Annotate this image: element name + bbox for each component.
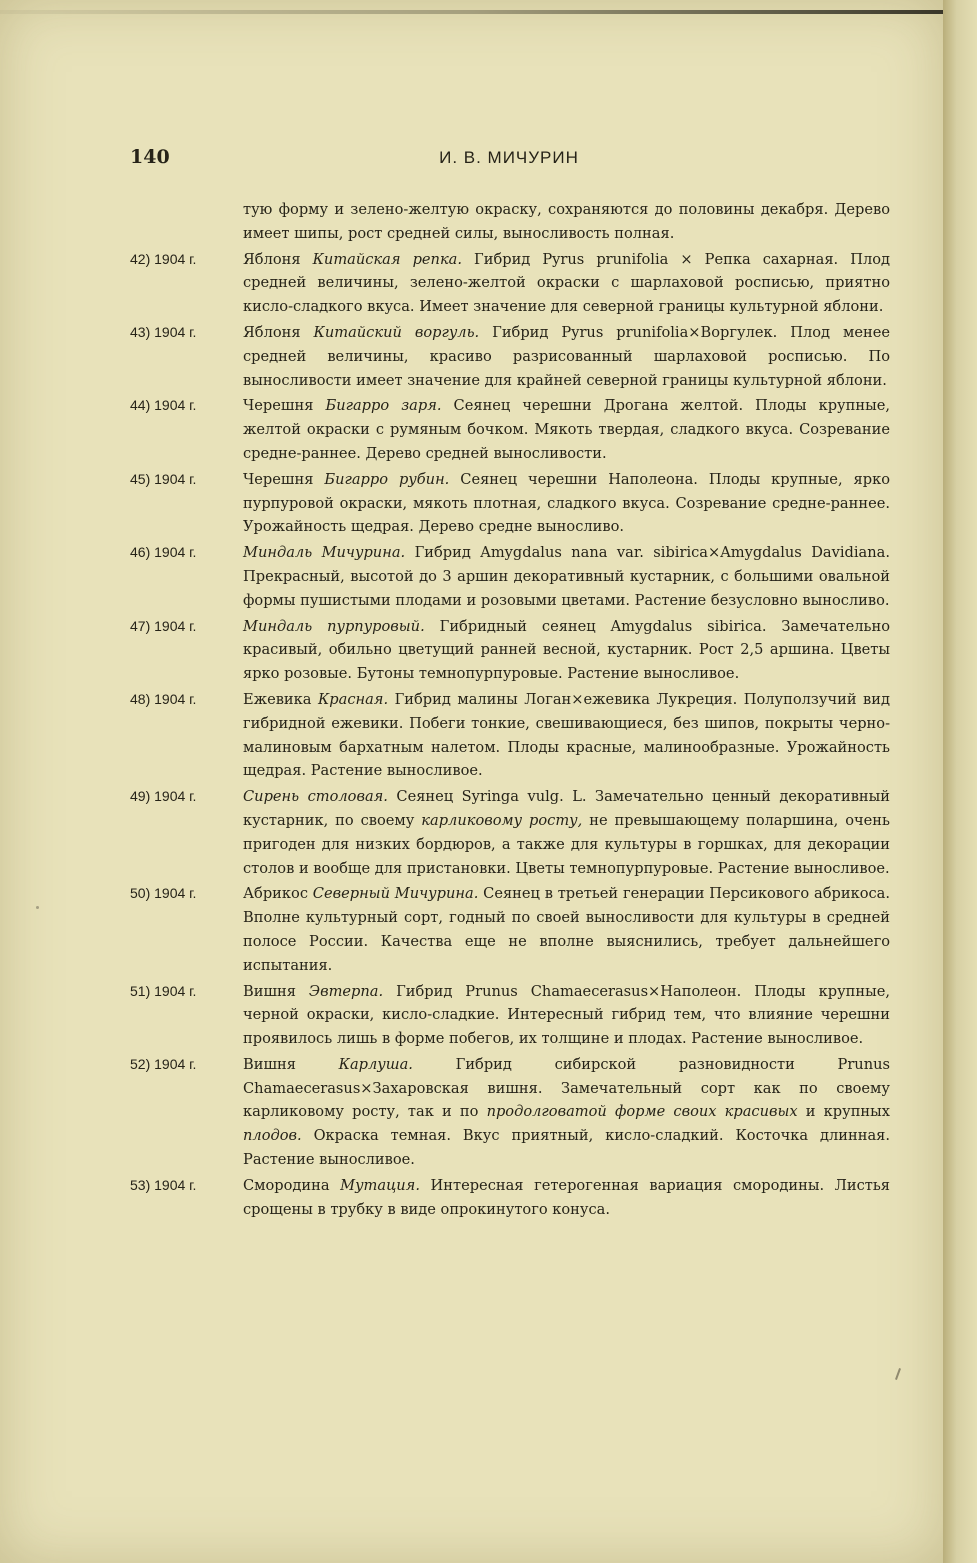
- variety-entry: [130, 468, 890, 539]
- entry-number: 45) 1904 г.: [130, 470, 197, 487]
- text-run: Черешня: [243, 470, 325, 488]
- text-run: Ежевика: [243, 690, 318, 708]
- entry-number: 44) 1904 г.: [130, 397, 197, 414]
- variety-entry: [130, 980, 890, 1051]
- entry-text: [243, 882, 890, 977]
- text-run: Абрикос: [243, 885, 313, 903]
- variety-entries: [130, 248, 890, 1222]
- italic-name: Бигарро рубин.: [324, 470, 450, 488]
- italic-name: продолговатой форме своих красивых: [486, 1103, 798, 1121]
- text-run: Вишня: [243, 982, 309, 1000]
- text-run: Гибрид малины Логан×ежевика Лукреция. Полуползучий вид гибридной ежевики. Побеги тонкие, свешивающиеся, без шипов, покрыты черно-малиновым бархатным налетом. Плоды красные, малинообразные. Урожайность щедрая. Растение выносливое.: [243, 690, 890, 780]
- italic-name: карликовому росту,: [421, 811, 583, 829]
- text-run: Сеянец Syringa vulg. L. Замечательно ценный декоративный кустарник, по своему: [243, 788, 890, 829]
- entry-number: 49) 1904 г.: [130, 788, 197, 805]
- text-run: Сеянец черешни Наполеона. Плоды крупные, ярко пурпуровой окраски, мякоть плотная, сладкого вкуса. Созревание средне-раннее. Урожайность щедрая. Дерево средне выносливо.: [243, 470, 890, 536]
- entry-text: [243, 468, 890, 539]
- page-edge: [943, 0, 977, 1563]
- italic-name: Красная.: [317, 690, 389, 708]
- italic-name: Эвтерпа.: [308, 982, 384, 1000]
- variety-entry: [130, 615, 890, 686]
- text-run: Интересная гетерогенная вариация смородины. Листья срощены в трубку в виде опрокинутого конуса.: [243, 1176, 890, 1218]
- text-run: Окраска темная. Вкус приятный, кисло-сладкий. Косточка длинная. Растение выносливое.: [243, 1127, 890, 1169]
- running-title: И. В. МИЧУРИН: [439, 148, 579, 167]
- text-run: Гибрид сибирской разновидности Prunus Chamaecerasus×Захаровская вишня. Замечательный сорт как по своему карликовому росту, так и по: [243, 1055, 890, 1121]
- variety-entry: [130, 1053, 890, 1172]
- scan-top-shadow: [0, 10, 943, 14]
- text-run: Гибрид Amygdalus nana var. sibirica×Amygdalus Davidiana. Прекрасный, высотой до 3 аршин декоративный кустарник, с большими овальной формы пушистыми плодами и розовыми цветами. Растение безусловно выносливо.: [243, 544, 890, 609]
- entry-text: [243, 1053, 890, 1172]
- text-run: Смородина: [243, 1176, 341, 1194]
- entry-text: [243, 541, 890, 612]
- page-header: [130, 146, 888, 176]
- text-run: Гибрид Prunus Chamaecerasus×Наполеон. Плоды крупные, черной окраски, кисло-сладкие. Интересный гибрид тем, что влияние черешни проявилось лишь в форме побегов, их толщине и плодах. Растение выносливое.: [243, 982, 890, 1048]
- page-number: 140: [130, 146, 170, 168]
- italic-name: Северный Мичурина.: [312, 885, 479, 903]
- text-run: Черешня: [243, 397, 326, 415]
- entry-number: 48) 1904 г.: [130, 690, 197, 707]
- text-run: и крупных: [797, 1103, 890, 1121]
- italic-name: Китайская репка.: [312, 250, 462, 268]
- italic-name: Бигарро заря.: [325, 397, 442, 415]
- variety-entry: [130, 394, 890, 465]
- entry-number: 51) 1904 г.: [130, 982, 197, 999]
- text-run: Вишня: [243, 1055, 339, 1073]
- text-run: не превышающему поларшина, очень пригоден для низких бордюров, а также для культуры в горшках, для декорации столов и вообще для пристановки. Цветы темнопурпуровые. Растение выносливое.: [243, 811, 890, 877]
- entry-text: [243, 321, 890, 392]
- entry-number: 43) 1904 г.: [130, 323, 197, 340]
- entry-number: 52) 1904 г.: [130, 1055, 197, 1072]
- text-run: Сеянец черешни Дрогана желтой. Плоды крупные, желтой окраски с румяным бочком. Мякоть твердая, сладкого вкуса. Созревание средне-раннее. Дерево средней выносливости.: [243, 397, 890, 462]
- variety-entry: [130, 882, 890, 977]
- text-run: Сеянец в третьей генерации Персикового абрикоса. Вполне культурный сорт, годный по своей выносливости для культуры в средней полосе России. Качества еще не вполне выяснились, требует дальнейшего испытания.: [243, 885, 890, 974]
- italic-name: Миндаль Мичурина.: [243, 544, 406, 562]
- entry-number: 46) 1904 г.: [130, 544, 197, 561]
- entry-text: [243, 1174, 890, 1222]
- italic-name: плодов.: [243, 1127, 302, 1145]
- entry-text: [243, 688, 890, 783]
- variety-entry: [130, 785, 890, 880]
- text-run: Яблоня: [243, 323, 314, 341]
- entry-number: 53) 1904 г.: [130, 1176, 197, 1193]
- italic-name: Карлуша.: [338, 1055, 413, 1073]
- variety-entry: [130, 1174, 890, 1222]
- italic-name: Мутация.: [340, 1176, 420, 1194]
- continued-paragraph: [130, 198, 890, 246]
- italic-name: Сирень столовая.: [243, 788, 388, 806]
- entry-number: 50) 1904 г.: [130, 885, 197, 902]
- entry-text: [243, 980, 890, 1051]
- entry-number: 42) 1904 г.: [130, 250, 197, 267]
- text-run: Яблоня: [243, 250, 313, 268]
- text-run: Гибрид Pyrus prunifolia×Воргулек. Плод менее средней величины, красиво разрисованный шарлаховой росписью. По выносливости имеет значение для крайней северной границы культурной яблони.: [243, 323, 890, 389]
- entry-text: [243, 394, 890, 465]
- variety-entry: [130, 541, 890, 612]
- variety-entry: [130, 688, 890, 783]
- italic-name: Миндаль пурпуровый.: [243, 617, 425, 635]
- italic-name: Китайский воргуль.: [313, 323, 480, 341]
- text-run: Гибрид Pyrus prunifolia × Репка сахарная. Плод средней величины, зелено-желтой окраски с шарлаховой росписью, приятно кисло-сладкого вкуса. Имеет значение для северной границы культурной яблони.: [243, 250, 890, 316]
- continued-text: тую форму и зелено-желтую окраску, сохраняются до половины декабря. Дерево имеет шипы, рост средней силы, выносливость полная.: [243, 201, 890, 242]
- variety-entry: [130, 321, 890, 392]
- entry-number: 47) 1904 г.: [130, 617, 197, 634]
- entry-text: [243, 248, 890, 319]
- entry-text: [243, 615, 890, 686]
- page-content: [130, 198, 890, 1223]
- entry-text: [243, 785, 890, 880]
- text-run: Гибридный сеянец Amygdalus sibirica. Замечательно красивый, обильно цветущий ранней весной, кустарник. Рост 2,5 аршина. Цветы ярко розовые. Бутоны темнопурпуровые. Растение выносливое.: [243, 617, 890, 683]
- paper-speck: [36, 906, 39, 909]
- variety-entry: [130, 248, 890, 319]
